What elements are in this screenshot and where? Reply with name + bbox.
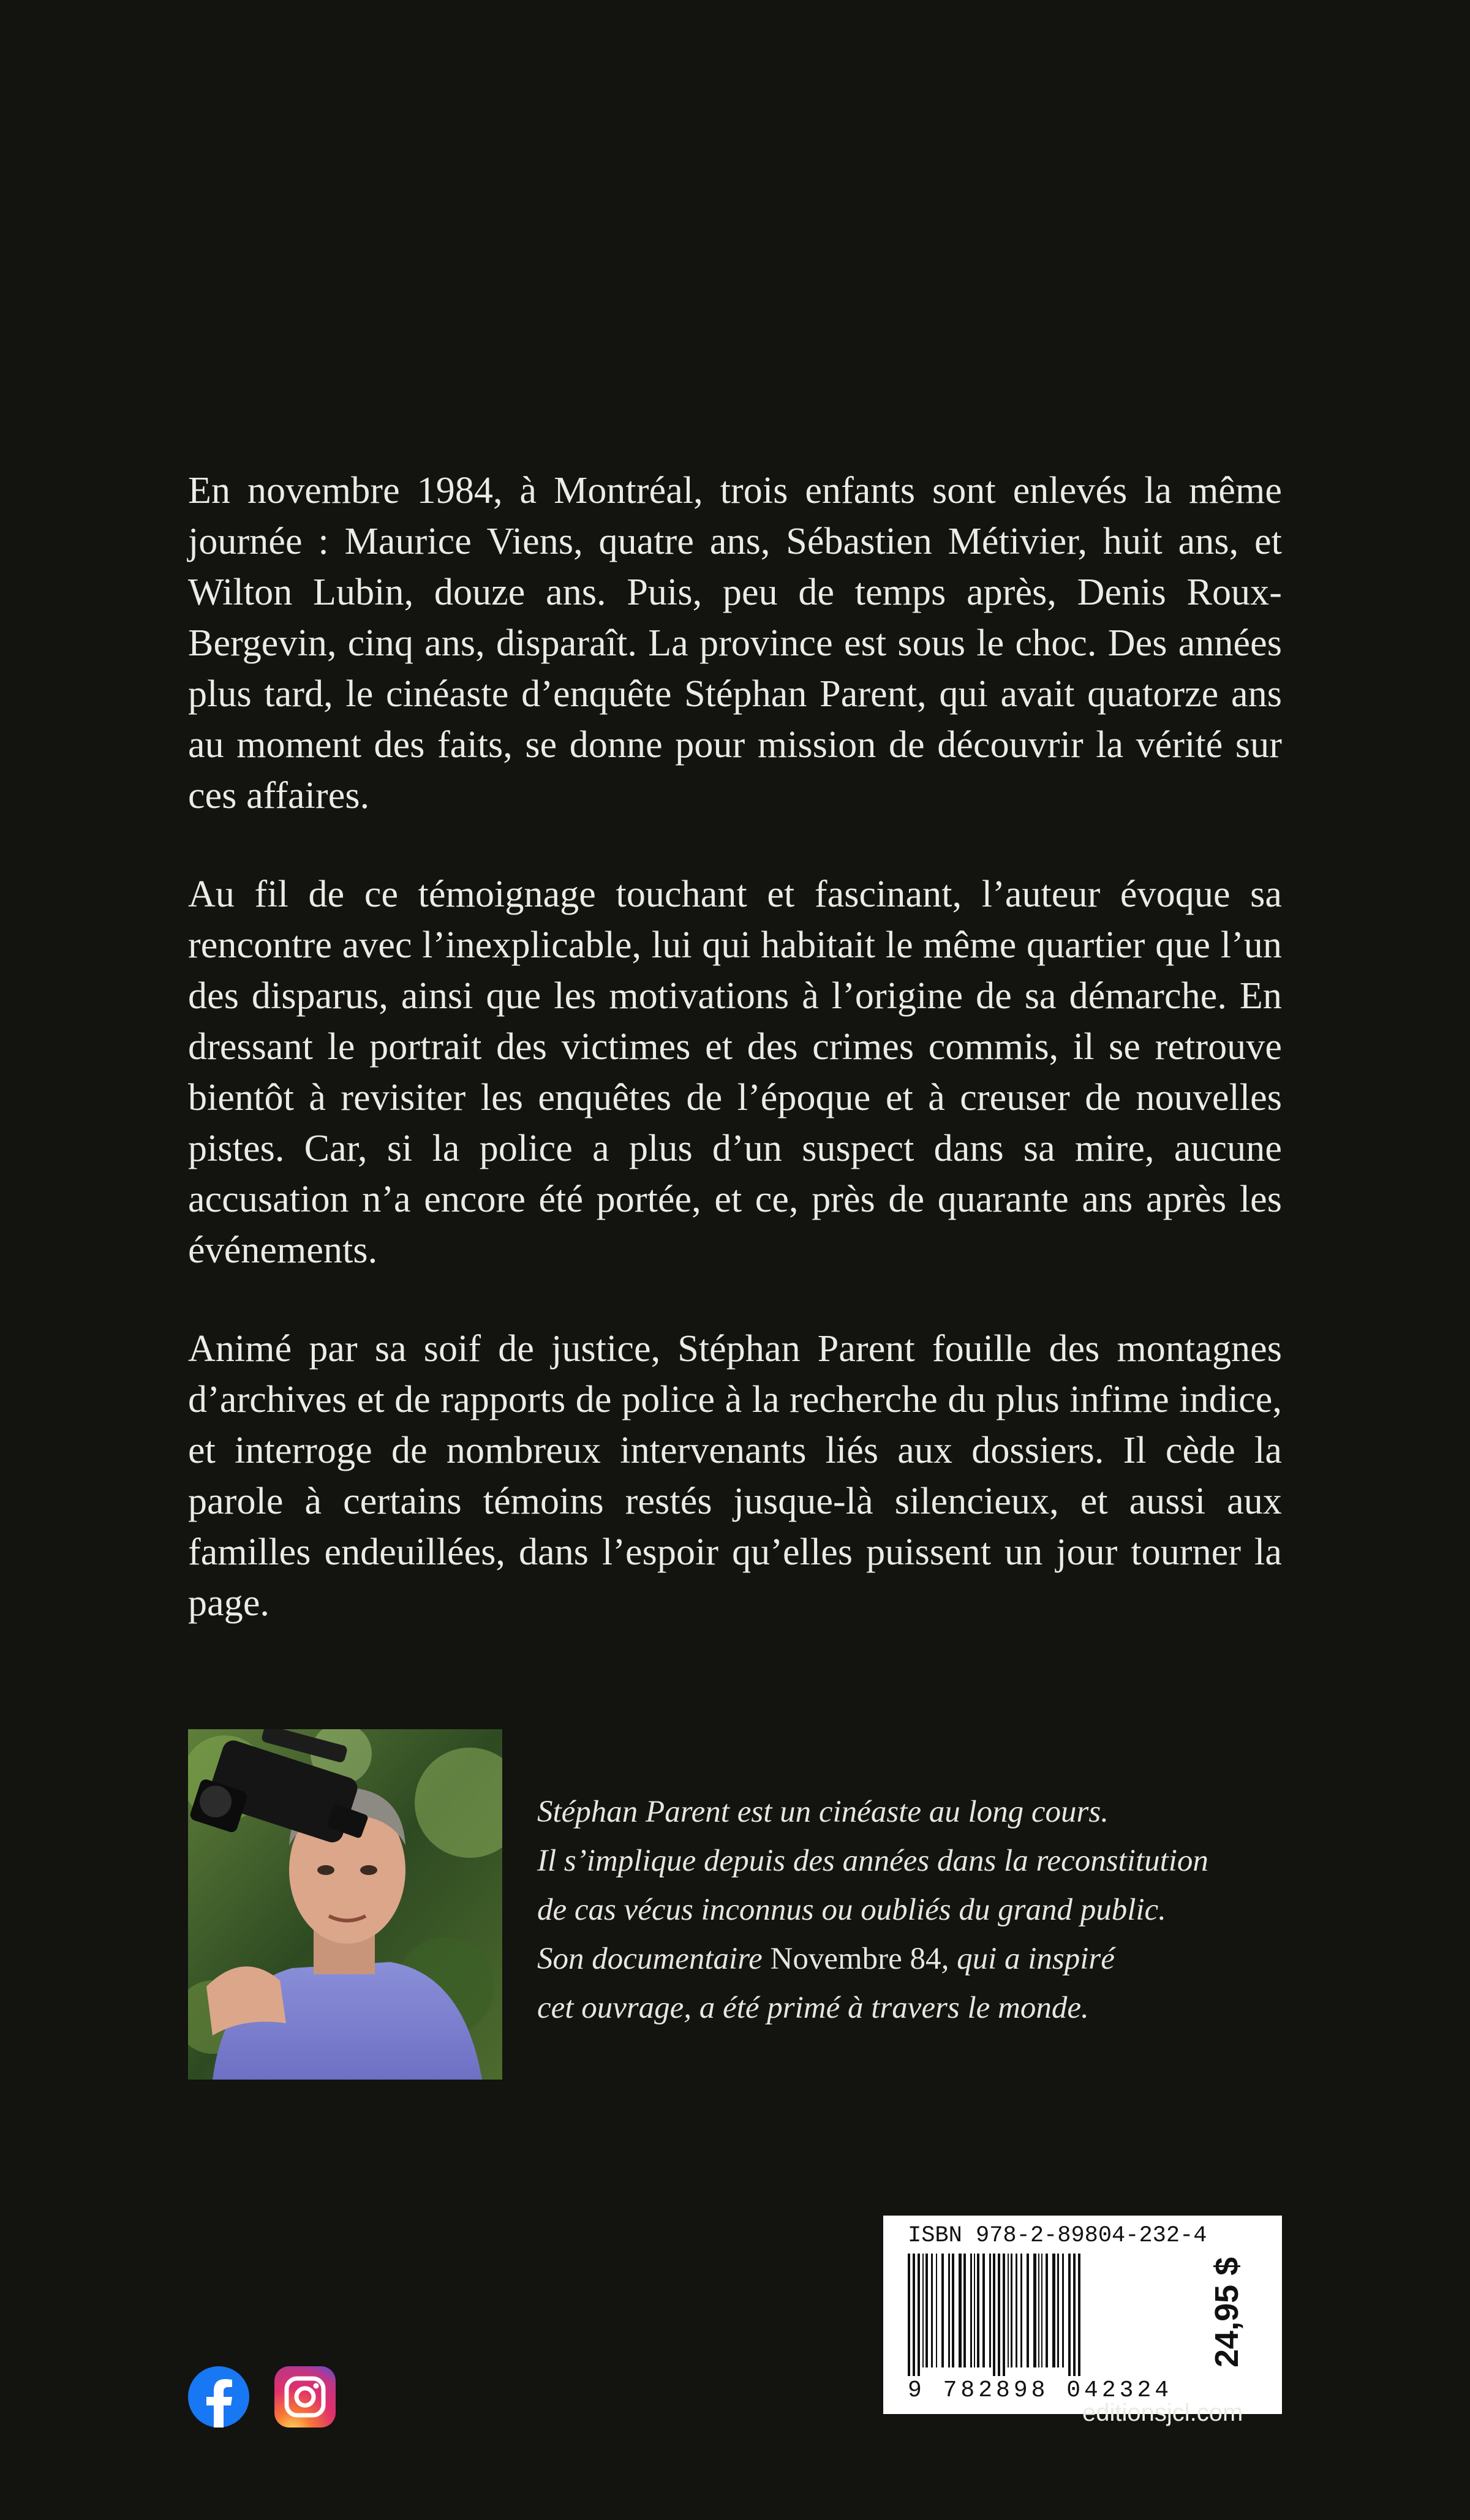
instagram-icon[interactable] [274,2366,336,2428]
author-bio [537,1787,1291,2032]
barcode-bar [963,2254,966,2367]
author-bio-line: de cas vécus inconnus ou oubliés du grand public. [537,1893,1166,1927]
author-bio-text: Son documentaire [537,1942,771,1976]
barcode-bar [948,2254,950,2367]
barcode-digits: 9 782898 042324 [908,2377,1173,2404]
barcode-bar [941,2254,944,2367]
barcode-bar [952,2254,954,2367]
author-bio-line: cet ouvrage, a été primé à travers le monde. [537,1991,1089,2025]
barcode-bar [1062,2254,1064,2367]
author-bio-line: Il s’implique depuis des années dans la reconstitution [537,1844,1208,1878]
facebook-icon[interactable] [188,2366,249,2428]
barcode-bar [918,2254,920,2376]
barcode-bar [922,2254,924,2367]
barcode-bar [970,2254,972,2367]
synopsis-paragraph-2: Au fil de ce témoignage touchant et fascinant, l’auteur évoque sa rencontre avec l’inexplicable, lui qui habitait le même quartier que l’un des disparus, ainsi que les motivations à l’origine de sa démarche. En dressant le portrait des victimes et des crimes commis, il se retrouve bientôt à revisiter les enquêtes de l’époque et à creuser de nouvelles pistes. Car, si la police a plus d’un suspect dans sa mire, aucune accusation n’a encore été portée, et ce, près de quarante ans après les événements. [188,873,1282,1271]
barcode-bar [1057,2254,1059,2367]
barcode-bar [1020,2254,1022,2367]
isbn-label: ISBN 978-2-89804-232-4 [908,2223,1207,2249]
barcode-bar [1041,2254,1042,2367]
barcode-bar [1052,2254,1055,2367]
author-bio-line [537,1934,1291,1983]
barcode-bar [1068,2254,1071,2376]
publisher-website[interactable]: editionsjcl.com [1082,2399,1243,2426]
barcode-bar [1046,2254,1048,2367]
barcode-bar [925,2254,928,2367]
barcode-bar [913,2254,915,2376]
barcode-bar [959,2254,962,2367]
barcode-bar [1003,2254,1005,2376]
barcode-bar [1038,2254,1039,2367]
isbn-barcode [883,2216,1282,2414]
barcode-bar [1027,2254,1029,2367]
barcode-bar [1078,2254,1080,2376]
barcode-bars [905,2254,1205,2376]
synopsis [188,466,1282,1677]
author-bio-line: Stéphan Parent est un cinéaste au long cours. [537,1795,1109,1829]
barcode-bar [998,2254,1000,2376]
barcode-bar [1008,2254,1009,2367]
barcode-bar [993,2254,995,2376]
synopsis-paragraph-1: En novembre 1984, à Montréal, trois enfants sont enlevés la même journée : Maurice Viens, quatre ans, Sébastien Métivier, huit ans, et Wilton Lubin, douze ans. Puis, peu de temps après, Denis Roux-Bergevin, cinq ans, disparaît. La province est sous le choc. Des années plus tard, le cinéaste d’enquête Stéphan Parent, qui avait quatorze ans au moment des faits, se donne pour mission de découvrir la vérité sur ces affaires. [188,470,1282,817]
barcode-bar [1011,2254,1012,2367]
barcode-bar [936,2254,937,2367]
documentary-title: Novembre 84 [770,1942,941,1976]
author-photo [188,1729,502,2080]
synopsis-paragraph-3: Animé par sa soif de justice, Stéphan Parent fouille des montagnes d’archives et de rapports de police à la recherche du plus infime indice, et interroge de nombreux intervenants liés aux dossiers. Il cède la parole à certains témoins restés jusque-là silencieux, et aussi aux familles endeuillées, dans l’espoir qu’elles puissent un jour tourner la page. [188,1328,1282,1624]
barcode-bar [989,2254,991,2367]
barcode-bar [982,2254,985,2367]
barcode-bar [931,2254,933,2367]
barcode-bar [908,2254,910,2376]
barcode-bar [1016,2254,1017,2367]
author-bio-text: , qui a inspiré [941,1942,1115,1976]
barcode-bar [974,2254,975,2367]
barcode-bar [1033,2254,1036,2367]
barcode-bar [977,2254,979,2367]
price-label: 24,95 $ [1208,2257,1245,2367]
barcode-bar [1073,2254,1076,2376]
